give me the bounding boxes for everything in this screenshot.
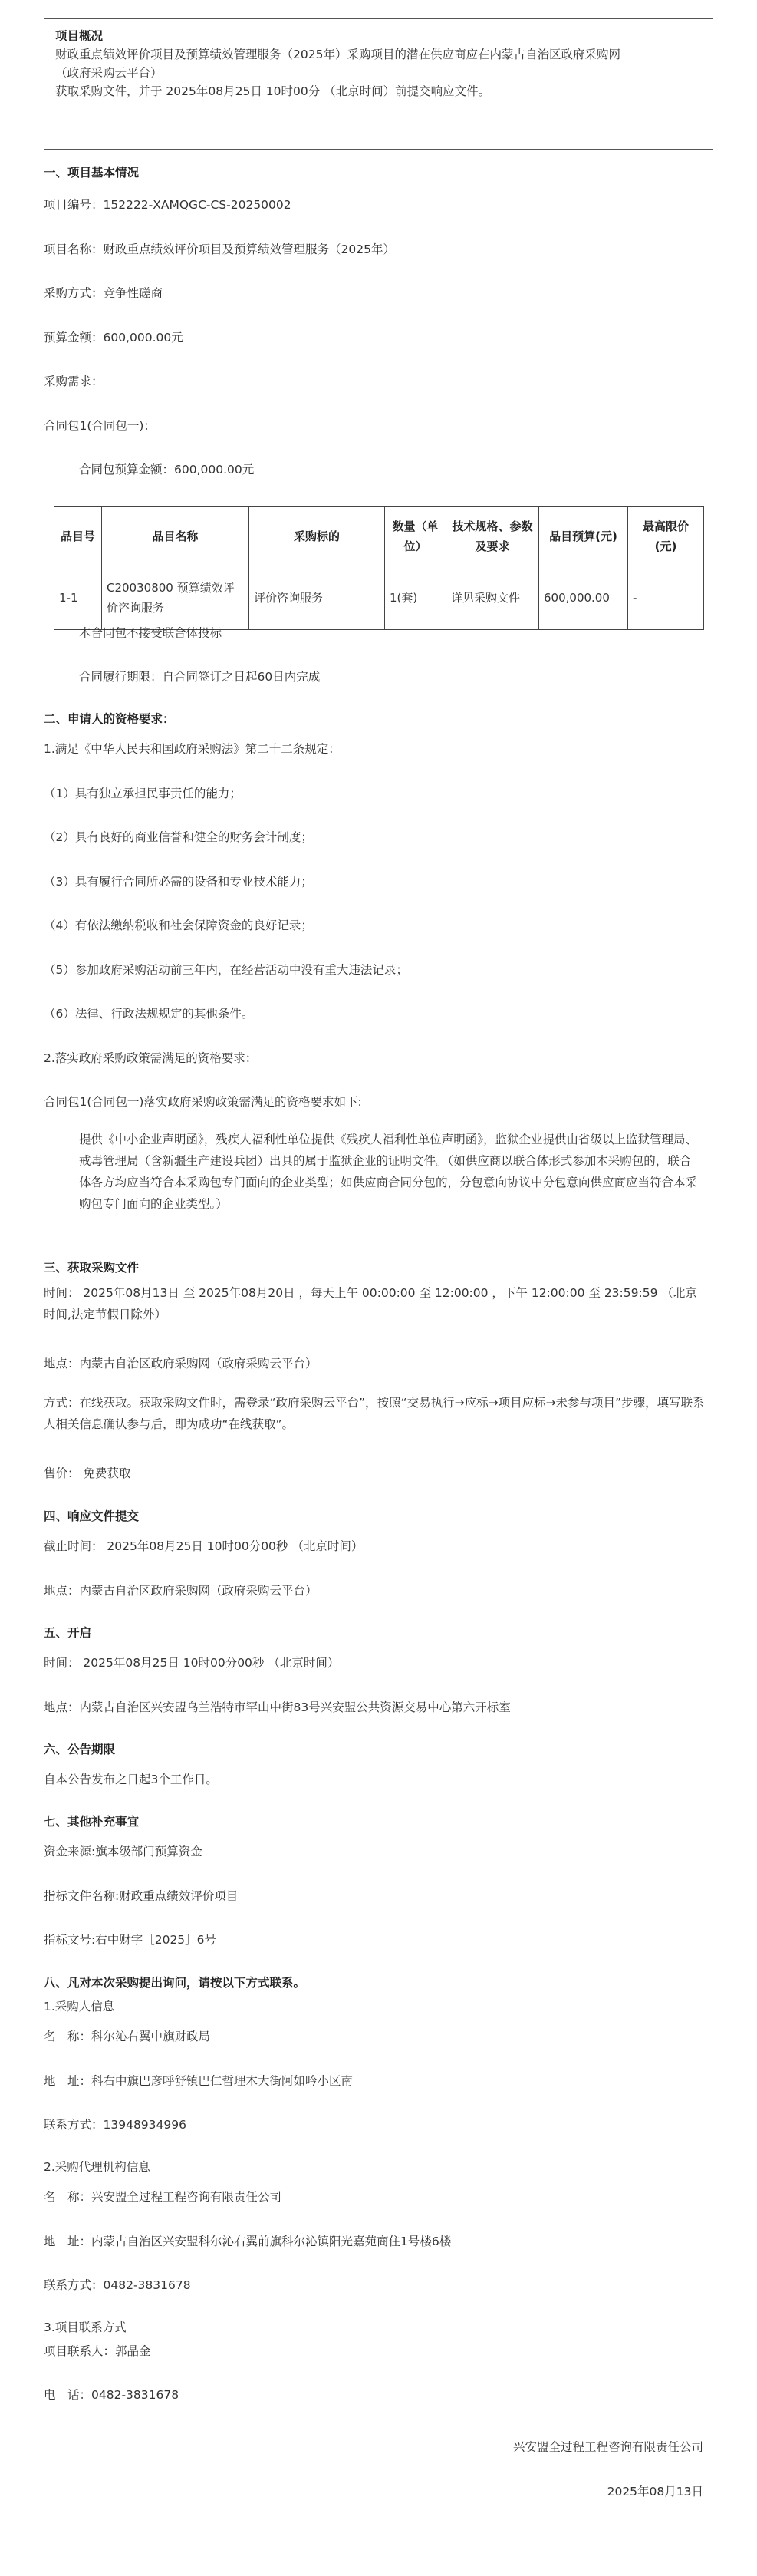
policy-package: 合同包1(合同包一)落实政府采购政策需满足的资格要求如下:: [44, 1095, 362, 1109]
section4-title: 四、响应文件提交: [44, 1509, 140, 1523]
agent-info-title: 2.采购代理机构信息: [44, 2160, 150, 2174]
column-header: 最高限价(元): [628, 507, 704, 566]
buyer-name: 名 称：科尔沁右翼中旗财政局: [44, 2030, 211, 2043]
acquire-price: 售价： 免费获取: [44, 1466, 131, 1480]
contact-info-title: 3.项目联系方式: [44, 2320, 127, 2334]
section1-title: 一、项目基本情况: [44, 166, 140, 180]
policy-requirement: 2.落实政府采购政策需满足的资格要求：: [44, 1051, 258, 1065]
contact-person: 项目联系人：郭晶金: [44, 2344, 151, 2358]
column-header: 品目名称: [102, 507, 249, 566]
policy-paragraph: 提供《中小企业声明函》，残疾人福利性单位提供《残疾人福利性单位声明函》，监狱企业提供由省级以上监狱管理局、戒毒管理局（含新疆生产建设兵团）出具的属于监狱企业的证明文件。（如供应商以联合体形式参加本采购包的，联合体各方均应当符合本采购包专门面向的企业类型；如供应商合同分包的，分包意向协议中分包意向供应商应当符合本采购包专门面向的企业类型。）: [79, 1133, 698, 1211]
table-cell: 详见采购文件: [446, 566, 539, 630]
acquire-place: 地点：内蒙古自治区政府采购网（政府采购云平台）: [44, 1357, 318, 1370]
qualification-item: （1）具有独立承担民事责任的能力；: [44, 787, 242, 800]
column-header: 采购标的: [249, 507, 385, 566]
overview-box: [44, 18, 713, 150]
overview-line-3: 获取采购文件，并于 2025年08月25日 10时00分 （北京时间）前提交响应文件。: [55, 84, 491, 98]
column-header: 品目预算(元): [539, 507, 628, 566]
agent-address: 地 址：内蒙古自治区兴安盟科尔沁右翼前旗科尔沁镇阳光嘉苑商住1号楼6楼: [44, 2235, 452, 2248]
section7-title: 七、其他补充事宜: [44, 1815, 140, 1829]
overview-line-1: 财政重点绩效评价项目及预算绩效管理服务（2025年）采购项目的潜在供应商应在内蒙古自治区政府采购网: [55, 48, 620, 61]
overview-title: 项目概况: [55, 29, 104, 43]
overview-line-2: （政府采购云平台）: [55, 66, 163, 80]
qualification-item: （2）具有良好的商业信誉和健全的财务会计制度；: [44, 830, 313, 844]
indicator-doc-number: 指标文号:右中财字［2025］6号: [44, 1933, 217, 1947]
submission-deadline: 截止时间： 2025年08月25日 10时00分00秒 （北京时间）: [44, 1539, 364, 1553]
notice-period: 自本公告发布之日起3个工作日。: [44, 1773, 218, 1786]
indicator-doc-name: 指标文件名称:财政重点绩效评价项目: [44, 1889, 239, 1903]
qualification-item: （4）有依法缴纳税收和社会保障资金的良好记录；: [44, 919, 313, 932]
fund-source: 资金来源:旗本级部门预算资金: [44, 1845, 202, 1859]
buyer-info-title: 1.采购人信息: [44, 2000, 115, 2014]
budget-amount: 预算金额：600,000.00元: [44, 331, 183, 345]
qualification-intro: 1.满足《中华人民共和国政府采购法》第二十二条规定：: [44, 742, 341, 756]
table-cell: 600,000.00: [539, 566, 628, 630]
section2-title: 二、申请人的资格要求：: [44, 712, 175, 726]
qualification-item: （5）参加政府采购活动前三年内，在经营活动中没有重大违法记录；: [44, 963, 408, 977]
opening-time: 时间： 2025年08月25日 10时00分00秒 （北京时间）: [44, 1656, 340, 1670]
agent-name: 名 称：兴安盟全过程工程咨询有限责任公司: [44, 2190, 282, 2204]
acquire-method: 方式：在线获取。获取采购文件时，需登录“政府采购云平台”，按照“交易执行→应标→项目应标→未参与项目”步骤，填写联系人相关信息确认参与后，即为成功“在线获取”。: [44, 1396, 705, 1431]
package-budget: 合同包预算金额：600,000.00元: [79, 463, 255, 477]
buyer-phone: 联系方式：13948934996: [44, 2118, 186, 2132]
procurement-needs: 采购需求：: [44, 374, 104, 388]
table-cell: 评价咨询服务: [249, 566, 385, 630]
section6-title: 六、公告期限: [44, 1743, 116, 1756]
buyer-address: 地 址：科右中旗巴彦呼舒镇巴仁哲理木大街阿如吟小区南: [44, 2074, 354, 2088]
footer-date: 2025年08月13日: [607, 2485, 703, 2498]
table-row: [54, 566, 704, 630]
contact-phone: 电 话：0482-3831678: [44, 2388, 179, 2402]
acquire-time: 时间： 2025年08月13日 至 2025年08月20日 ，每天上午 00:00:00 至 12:00:00 ，下午 12:00:00 至 23:59:59 （北京时间,法定节假日除外）: [44, 1286, 697, 1321]
qualification-item: （6）法律、行政法规规定的其他条件。: [44, 1007, 254, 1021]
column-header: 品目号: [54, 507, 102, 566]
table-cell: -: [628, 566, 704, 630]
contract-period: 合同履行期限：自合同签订之日起60日内完成: [79, 670, 321, 684]
qualification-item: （3）具有履行合同所必需的设备和专业技术能力；: [44, 875, 313, 889]
opening-place: 地点：内蒙古自治区兴安盟乌兰浩特市罕山中街83号兴安盟公共资源交易中心第六开标室: [44, 1700, 511, 1714]
no-joint-bid-note: 本合同包不接受联合体投标: [79, 626, 222, 640]
table-cell: 1(套): [385, 566, 446, 630]
section3-title: 三、获取采购文件: [44, 1261, 140, 1275]
column-header: 技术规格、参数及要求: [446, 507, 539, 566]
procurement-method: 采购方式：竞争性磋商: [44, 286, 163, 300]
table-cell: C20030800 预算绩效评价咨询服务: [102, 566, 249, 630]
project-number: 项目编号：152222-XAMQGC-CS-20250002: [44, 198, 291, 212]
column-header: 数量（单位）: [385, 507, 446, 566]
agent-phone: 联系方式：0482-3831678: [44, 2278, 191, 2292]
submission-place: 地点：内蒙古自治区政府采购网（政府采购云平台）: [44, 1584, 318, 1598]
section8-title: 八、凡对本次采购提出询问，请按以下方式联系。: [44, 1976, 306, 1990]
footer-organization: 兴安盟全过程工程咨询有限责任公司: [512, 2440, 703, 2454]
table-cell: 1-1: [54, 566, 102, 630]
procurement-table: [54, 506, 704, 630]
section5-title: 五、开启: [44, 1626, 92, 1640]
table-header-row: [54, 507, 704, 566]
project-name: 项目名称：财政重点绩效评价项目及预算绩效管理服务（2025年）: [44, 242, 395, 256]
contract-package: 合同包1(合同包一)：: [44, 419, 156, 433]
